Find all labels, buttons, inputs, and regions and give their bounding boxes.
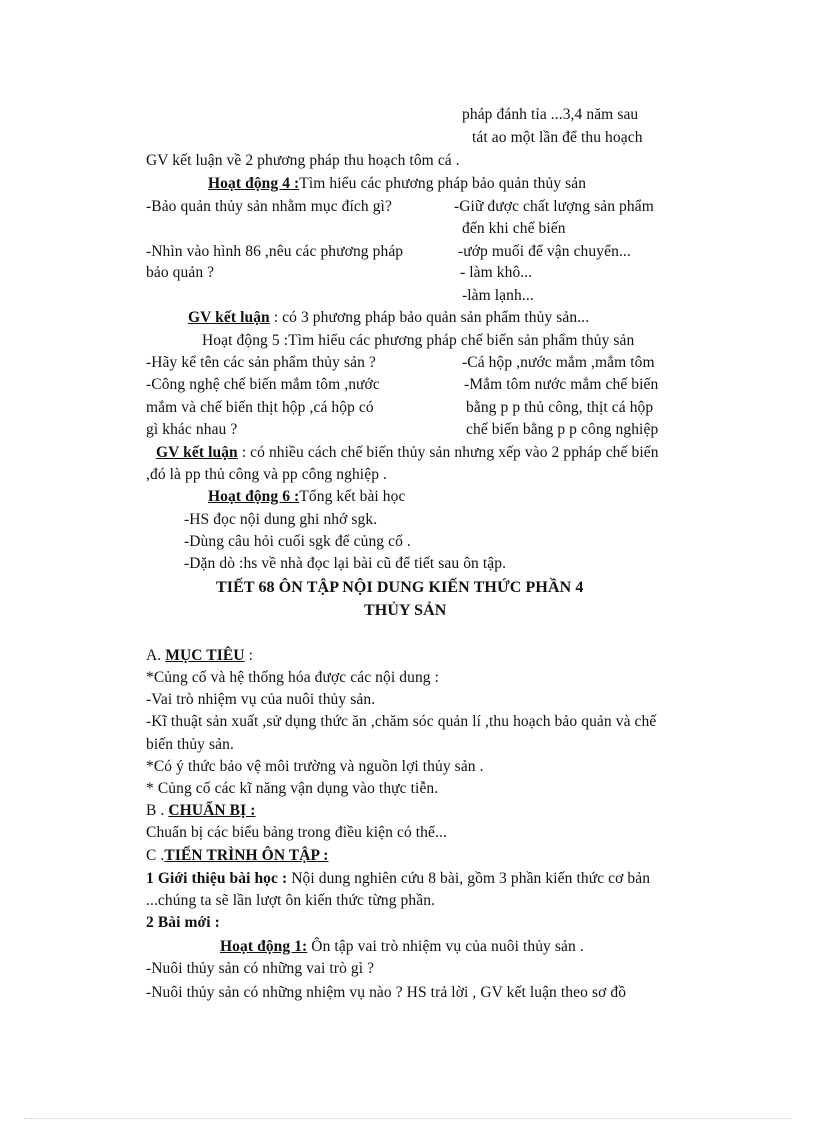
activity-4-label: Hoạt động 4 : — [208, 175, 300, 192]
answer-text: -Giữ được chất lượng sản phẩm — [454, 198, 654, 215]
activity-1-title: Ôn tập vai trò nhiệm vụ của nuôi thủy sản . — [307, 938, 584, 955]
activity-6-title: Tổng kết bài học — [299, 488, 406, 505]
intro-line — [146, 869, 650, 889]
conclusion-label: GV kết luận — [188, 309, 270, 326]
section-b-heading — [146, 801, 256, 821]
page-bottom-divider — [24, 1118, 792, 1119]
text-line: -Dặn dò :hs về nhà đọc lại bài cũ để tiết sau ôn tập. — [184, 555, 507, 572]
section-label: CHUẨN BỊ : — [168, 802, 256, 819]
question-text: bảo quản ? — [146, 264, 215, 281]
text-line: *Củng cố và hệ thống hóa được các nội dung : — [146, 669, 440, 686]
section-label: MỤC TIÊU — [165, 647, 245, 664]
section-letter: B . — [146, 802, 165, 819]
text-line: -Dùng câu hỏi cuối sgk để củng cố . — [184, 533, 411, 550]
text-line: * Củng cố các kĩ năng vận dụng vào thực tiễn. — [146, 780, 439, 797]
activity-5-heading: Hoạt động 5 :Tìm hiểu các phương pháp chế biến sản phẩm thủy sản — [202, 332, 635, 349]
section-c-heading — [146, 846, 329, 866]
question-text: -Hãy kể tên các sản phẩm thủy sản ? — [146, 354, 376, 371]
text-line: biến thủy sản. — [146, 736, 234, 753]
text-line: pháp đánh tỉa ...3,4 năm sau — [462, 106, 639, 123]
section-label: TIẾN TRÌNH ÔN TẬP : — [164, 847, 329, 864]
activity-1-label: Hoạt động 1: — [220, 938, 308, 955]
conclusion-text: : có nhiều cách chế biến thủy sản nhưng xếp vào 2 ppháp chế biến — [241, 444, 659, 461]
question-text: -Công nghệ chế biến mắm tôm ,nước — [146, 376, 380, 393]
question-text: gì khác nhau ? — [146, 421, 238, 438]
text-line: -Kĩ thuật sản xuất ,sử dụng thức ăn ,chăm sóc quản lí ,thu hoạch bảo quản và chế — [146, 713, 657, 730]
question-text: -Nuôi thủy sản có những vai trò gì ? — [146, 960, 375, 977]
text-line: -HS đọc nội dung ghi nhớ sgk. — [184, 511, 378, 528]
text-line: tát ao một lần để thu hoạch — [472, 129, 643, 146]
activity-1-heading — [220, 937, 584, 957]
text-line: -Vai trò nhiệm vụ của nuôi thủy sản. — [146, 691, 376, 708]
intro-text: Nội dung nghiên cứu 8 bài, gồm 3 phần kiến thức cơ bản — [287, 870, 651, 887]
conclusion-text: : có 3 phương pháp bảo quản sản phẩm thủy sản... — [273, 309, 590, 326]
answer-text: -Cá hộp ,nước mắm ,mắm tôm — [462, 354, 655, 371]
section-letter: A. — [146, 647, 162, 664]
section-a-heading — [146, 646, 253, 666]
conclusion-line — [188, 308, 589, 328]
section-letter: C . — [146, 847, 165, 864]
conclusion-text: ,đó là pp thủ công và pp công nghiệp . — [146, 466, 387, 483]
intro-label: 1 Giới thiệu bài học : — [146, 870, 288, 887]
activity-4-heading — [208, 174, 586, 194]
question-text: mắm và chế biến thịt hộp ,cá hộp có — [146, 399, 374, 416]
question-text: -Nhìn vào hình 86 ,nêu các phương pháp — [146, 243, 404, 260]
answer-text: chế biến bằng p p công nghiệp — [466, 421, 659, 438]
activity-6-label: Hoạt động 6 : — [208, 488, 300, 505]
question-text: -Nuôi thủy sản có những nhiệm vụ nào ? HS trả lời , GV kết luận theo sơ đồ — [146, 984, 627, 1001]
lesson-title: TIẾT 68 ÔN TẬP NỘI DUNG KIẾN THỨC PHẦN 4 — [216, 579, 584, 596]
activity-6-heading — [208, 487, 406, 507]
text-line: ...chúng ta sẽ lần lượt ôn kiến thức từng phần. — [146, 892, 436, 909]
answer-text: -Mắm tôm nước mắm chế biến — [464, 376, 659, 393]
answer-text: đến khi chế biến — [462, 220, 566, 237]
answer-text: -ướp muối để vận chuyển... — [458, 243, 631, 260]
question-text: -Bảo quản thủy sản nhằm mục đích gì? — [146, 198, 392, 215]
new-lesson-heading: 2 Bài mới : — [146, 914, 220, 931]
answer-text: bằng p p thủ công, thịt cá hộp — [466, 399, 654, 416]
conclusion-label: GV kết luận — [156, 444, 238, 461]
section-colon: : — [244, 647, 253, 664]
text-line: *Có ý thức bảo vệ môi trường và nguồn lợi thủy sản . — [146, 758, 484, 775]
answer-text: - làm khô... — [460, 264, 533, 281]
conclusion-line — [156, 443, 659, 463]
answer-text: -làm lạnh... — [462, 287, 534, 304]
lesson-subtitle: THỦY SẢN — [364, 602, 447, 619]
text-line: Chuẩn bị các biểu bảng trong điều kiện có thể... — [146, 824, 447, 841]
activity-4-title: Tìm hiểu các phương pháp bảo quản thủy sản — [299, 175, 587, 192]
text-line: GV kết luận về 2 phương pháp thu hoạch tôm cá . — [146, 152, 460, 169]
